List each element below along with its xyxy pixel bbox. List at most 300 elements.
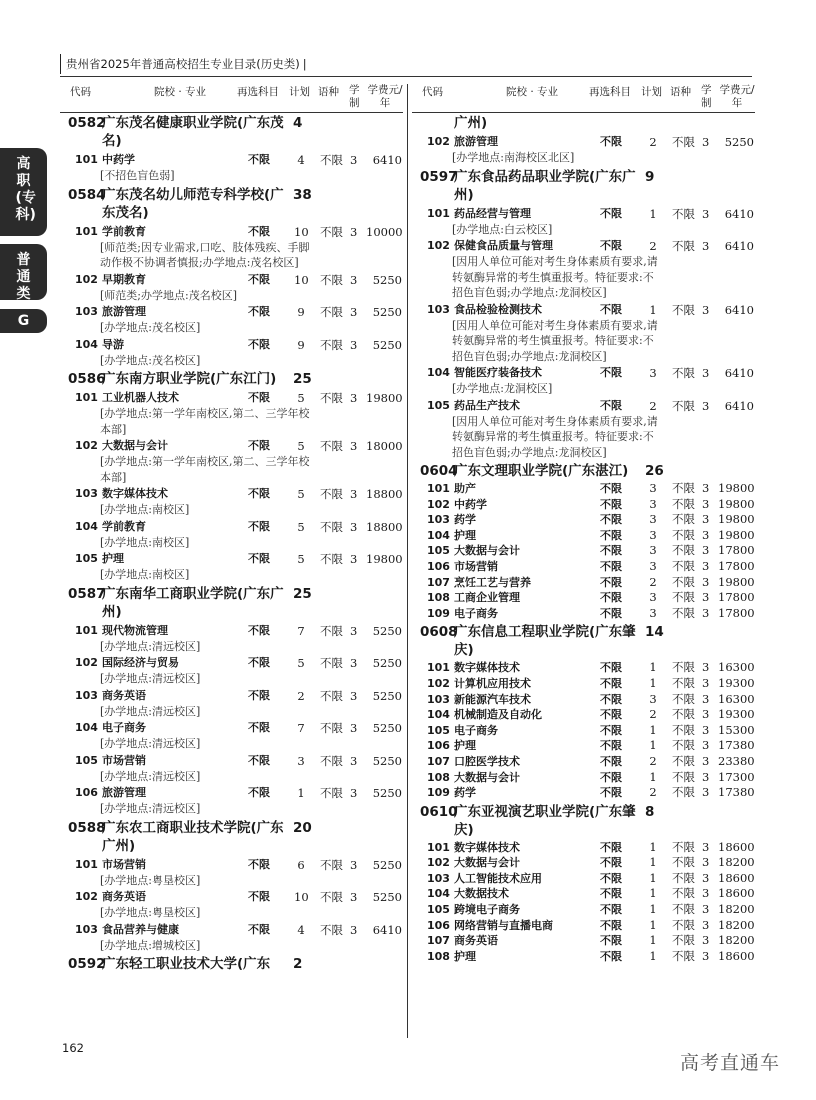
school-plan: 38 [293, 186, 312, 203]
school-name: 广东食品药品职业学院(广东广州) [454, 168, 636, 203]
major-row [412, 754, 755, 770]
major-subject: 不限 [600, 239, 622, 252]
major-plan: 1 [649, 675, 657, 690]
major-years: 3 [350, 656, 358, 670]
major-years: 3 [350, 519, 358, 534]
major-name: 护理 [102, 552, 124, 565]
major-years: 3 [350, 224, 358, 239]
major-row [412, 855, 755, 871]
major-plan: 2 [297, 688, 305, 703]
major-row [60, 785, 403, 817]
major-plan: 1 [649, 855, 657, 870]
major-plan: 3 [649, 605, 657, 620]
major-code: 103 [75, 305, 98, 318]
major-row [412, 886, 755, 902]
school-entry [60, 583, 403, 622]
major-note: [因用人单位可能对考生身体素质有要求,请转氨酶异常的考生慎重报考。特征要求:不招色盲色弱;办学地点:龙洞校区] [452, 255, 658, 299]
school-entry [412, 621, 755, 660]
major-name: 导游 [102, 337, 124, 351]
major-name: 药学 [454, 513, 476, 527]
major-subject: 不限 [600, 591, 622, 605]
major-name: 机械制造及自动化 [454, 708, 542, 722]
major-code: 102 [427, 676, 450, 690]
major-code: 104 [75, 721, 98, 734]
school-entry [60, 817, 403, 856]
major-row [60, 623, 403, 655]
major-years: 3 [702, 239, 710, 253]
major-language: 不限 [672, 917, 695, 932]
major-language: 不限 [672, 902, 695, 917]
major-language: 不限 [320, 487, 343, 501]
major-name: 旅游管理 [102, 786, 146, 799]
major-language: 不限 [320, 857, 343, 872]
major-fee: 16300 [718, 660, 755, 675]
major-plan: 3 [649, 558, 657, 573]
major-name: 药学 [454, 786, 476, 800]
major-subject: 不限 [248, 272, 270, 286]
major-subject: 不限 [600, 544, 622, 558]
school-plan: 14 [645, 624, 664, 641]
major-fee: 18600 [718, 870, 755, 885]
major-name: 数字媒体技术 [454, 840, 520, 854]
major-language: 不限 [672, 512, 695, 527]
major-name: 药品生产技术 [454, 398, 520, 412]
major-code: 102 [75, 656, 98, 669]
school-code: 0587 [68, 585, 106, 602]
major-fee: 18800 [366, 487, 403, 501]
major-language: 不限 [672, 691, 695, 706]
school-plan: 4 [293, 115, 303, 131]
major-plan: 7 [297, 721, 305, 735]
major-row [60, 304, 403, 336]
major-row [412, 738, 755, 754]
major-name: 大数据与会计 [454, 544, 520, 558]
major-plan: 1 [649, 769, 657, 784]
major-language: 不限 [320, 753, 343, 768]
major-row [60, 655, 403, 687]
major-row [412, 723, 755, 739]
major-plan: 5 [297, 487, 305, 501]
major-fee: 18200 [718, 855, 755, 870]
major-note: [办学地点:清远校区] [100, 639, 201, 653]
col-code-label: 代码 [70, 86, 91, 98]
school-entry [60, 953, 403, 974]
major-name: 大数据技术 [454, 887, 509, 901]
major-fee: 6410 [372, 153, 402, 167]
major-note: [办学地点:清远校区] [100, 737, 201, 750]
major-years: 3 [702, 722, 710, 737]
major-subject: 不限 [600, 606, 622, 620]
major-language: 不限 [672, 855, 695, 870]
major-language: 不限 [672, 769, 695, 784]
major-subject: 不限 [248, 656, 270, 669]
major-fee: 16300 [718, 691, 755, 706]
school-plan: 2 [293, 956, 303, 972]
major-years: 3 [702, 605, 710, 620]
major-note: [因用人单位可能对考生身体素质有要求,请转氨酶异常的考生慎重报考。特征要求:不招色盲色弱;办学地点:龙洞校区] [452, 414, 658, 459]
major-language: 不限 [320, 391, 343, 405]
major-language: 不限 [672, 481, 695, 495]
major-note: [办学地点:粤垦校区] [100, 906, 201, 919]
major-subject: 不限 [600, 398, 622, 412]
major-fee: 17300 [718, 769, 755, 784]
major-plan: 1 [649, 839, 657, 854]
column-header-right [412, 82, 755, 113]
major-name: 现代物流管理 [102, 623, 168, 637]
major-years: 3 [702, 543, 710, 558]
major-years: 3 [702, 917, 710, 932]
major-years: 3 [350, 688, 358, 703]
major-years: 3 [350, 337, 358, 352]
major-plan: 3 [649, 481, 657, 495]
major-row [412, 302, 755, 365]
major-fee: 17800 [718, 605, 755, 620]
major-fee: 18600 [718, 839, 755, 854]
major-fee: 5250 [372, 890, 402, 904]
major-plan: 1 [649, 886, 657, 901]
major-plan: 3 [649, 512, 657, 527]
major-years: 3 [702, 691, 710, 706]
major-years: 3 [350, 753, 358, 768]
school-plan: 26 [645, 463, 664, 479]
major-subject: 不限 [248, 305, 270, 318]
major-note: [办学地点:南校区] [100, 568, 190, 581]
major-fee: 5250 [372, 721, 402, 735]
major-fee: 17800 [718, 590, 755, 605]
major-fee: 19300 [718, 707, 755, 722]
major-subject: 不限 [600, 676, 622, 690]
major-plan: 2 [649, 398, 657, 413]
major-code: 102 [75, 890, 98, 903]
school-code: 0604 [420, 463, 458, 479]
major-note: [师范类;因专业需求,口吃、肢体残疾、手脚动作极不协调者慎报;办学地点:茂名校区] [100, 240, 310, 269]
major-code: 103 [427, 692, 450, 706]
major-plan: 3 [297, 753, 305, 768]
major-row [412, 543, 755, 559]
major-years: 3 [702, 558, 710, 573]
major-note: [办学地点:南校区] [100, 503, 190, 516]
major-plan: 7 [297, 623, 305, 638]
major-row [412, 902, 755, 918]
major-plan: 10 [294, 224, 309, 239]
major-language: 不限 [320, 890, 343, 904]
major-years: 3 [350, 857, 358, 872]
major-name: 市场营销 [102, 753, 146, 767]
major-years: 3 [350, 487, 358, 501]
col-school-label: 院校 · 专业 [506, 86, 559, 98]
major-language: 不限 [672, 753, 695, 768]
major-language: 不限 [672, 398, 695, 413]
major-subject: 不限 [600, 513, 622, 527]
school-name: 广东信息工程职业学院(广东肇庆) [454, 624, 636, 659]
right-column [412, 112, 755, 964]
school-entry [60, 368, 403, 389]
major-years: 3 [350, 623, 358, 638]
major-fee: 19800 [366, 391, 403, 405]
major-language: 不限 [320, 153, 343, 167]
major-fee: 6410 [724, 239, 754, 253]
major-row [412, 918, 755, 934]
major-code: 101 [427, 840, 450, 854]
major-language: 不限 [672, 543, 695, 558]
major-years: 3 [702, 769, 710, 784]
major-language: 不限 [672, 785, 695, 800]
major-subject: 不限 [248, 487, 270, 500]
school-plan: 25 [293, 585, 312, 602]
col-lang-label: 语种 [318, 86, 339, 98]
major-years: 3 [350, 552, 358, 566]
major-row [412, 238, 755, 301]
major-note: [办学地点:茂名校区] [100, 321, 201, 334]
major-row [60, 889, 403, 921]
major-subject: 不限 [248, 337, 270, 351]
major-language: 不限 [672, 839, 695, 854]
major-years: 3 [702, 366, 710, 380]
major-code: 101 [75, 857, 98, 871]
major-code: 104 [75, 519, 98, 533]
major-name: 药品经营与管理 [454, 206, 531, 220]
major-row [60, 337, 403, 369]
major-language: 不限 [672, 605, 695, 620]
major-plan: 10 [294, 890, 309, 904]
school-code: 0608 [420, 624, 458, 641]
major-subject: 不限 [248, 890, 270, 903]
major-row [60, 922, 403, 954]
major-name: 食品检验检测技术 [454, 302, 542, 316]
major-plan: 2 [649, 574, 657, 589]
major-years: 3 [702, 398, 710, 413]
major-note: [办学地点:增城校区] [100, 938, 201, 952]
major-language: 不限 [672, 933, 695, 948]
major-note: [因用人单位可能对考生身体素质有要求,请转氨酶异常的考生慎重报考。特征要求:不招色盲色弱;办学地点:龙洞校区] [452, 318, 658, 363]
major-note: [办学地点:白云校区] [452, 222, 553, 236]
major-fee: 19800 [718, 574, 755, 589]
major-note: [办学地点:清远校区] [100, 769, 201, 783]
major-subject: 不限 [600, 840, 622, 854]
major-name: 市场营销 [102, 857, 146, 871]
major-subject: 不限 [248, 439, 270, 452]
major-language: 不限 [672, 239, 695, 253]
major-row [412, 497, 755, 513]
major-fee: 19800 [718, 481, 755, 495]
major-name: 商务英语 [454, 934, 498, 948]
major-language: 不限 [672, 886, 695, 901]
major-row [60, 857, 403, 889]
major-language: 不限 [672, 660, 695, 675]
major-language: 不限 [320, 922, 343, 937]
major-language: 不限 [672, 948, 695, 963]
major-row [412, 660, 755, 676]
school-entry [60, 112, 403, 151]
major-code: 102 [427, 856, 450, 870]
major-code: 104 [427, 366, 450, 379]
major-name: 护理 [454, 949, 476, 963]
major-subject: 不限 [600, 754, 622, 768]
major-language: 不限 [672, 206, 695, 221]
major-name: 保健食品质量与管理 [454, 239, 553, 252]
major-code: 106 [427, 559, 450, 573]
major-fee: 18800 [366, 519, 403, 534]
major-plan: 3 [649, 527, 657, 542]
major-plan: 5 [297, 552, 305, 566]
major-row [60, 688, 403, 720]
major-subject: 不限 [600, 708, 622, 722]
major-code: 102 [427, 135, 450, 148]
major-fee: 19800 [366, 552, 403, 566]
col-subject-label: 再选科目 [237, 86, 279, 98]
major-row [60, 224, 403, 271]
major-years: 3 [702, 738, 710, 753]
major-fee: 23380 [718, 753, 755, 768]
major-note: [不招色盲色弱] [100, 169, 175, 182]
major-years: 3 [350, 272, 358, 287]
major-plan: 3 [649, 691, 657, 706]
major-subject: 不限 [600, 903, 622, 917]
major-subject: 不限 [248, 753, 270, 767]
major-name: 助产 [454, 482, 476, 495]
major-row [412, 206, 755, 238]
major-code: 101 [75, 391, 98, 404]
major-years: 3 [350, 439, 358, 453]
major-name: 网络营销与直播电商 [454, 918, 553, 932]
major-plan: 1 [649, 902, 657, 917]
major-plan: 2 [649, 707, 657, 722]
major-subject: 不限 [248, 224, 270, 238]
major-fee: 17800 [718, 558, 755, 573]
major-language: 不限 [320, 552, 343, 566]
major-name: 电子商务 [102, 721, 146, 734]
major-code: 107 [427, 934, 450, 948]
major-language: 不限 [672, 574, 695, 589]
major-years: 3 [702, 886, 710, 901]
major-language: 不限 [672, 870, 695, 885]
major-subject: 不限 [248, 153, 270, 166]
major-fee: 5250 [372, 753, 402, 768]
major-subject: 不限 [600, 366, 622, 379]
major-name: 数字媒体技术 [102, 487, 168, 500]
major-code: 106 [75, 786, 98, 799]
school-name: 广东农工商职业技术学院(广东广州) [102, 819, 284, 854]
major-plan: 5 [297, 519, 305, 534]
school-name: 广东亚视演艺职业学院(广东肇庆) [454, 803, 636, 838]
major-plan: 2 [649, 753, 657, 768]
major-years: 3 [350, 786, 358, 800]
major-fee: 17800 [718, 543, 755, 558]
major-fee: 18000 [366, 439, 403, 453]
major-language: 不限 [672, 558, 695, 573]
major-language: 不限 [320, 439, 343, 453]
major-row [60, 486, 403, 518]
school-code: 0610 [420, 803, 458, 820]
major-plan: 3 [649, 590, 657, 605]
major-plan: 4 [297, 922, 305, 937]
major-name: 商务英语 [102, 890, 146, 903]
major-plan: 1 [649, 302, 657, 317]
major-row [60, 519, 403, 551]
major-note: [办学地点:清远校区] [100, 802, 201, 815]
major-fee: 19800 [718, 496, 755, 511]
major-subject: 不限 [248, 786, 270, 799]
major-row [412, 933, 755, 949]
col-fee-label: 学费元/年 [367, 84, 403, 109]
major-row [412, 590, 755, 606]
major-subject: 不限 [600, 528, 622, 542]
major-code: 104 [75, 337, 98, 351]
major-fee: 5250 [372, 688, 402, 703]
major-language: 不限 [320, 224, 343, 239]
school-plan: 8 [645, 803, 655, 820]
major-plan: 1 [649, 660, 657, 675]
major-plan: 6 [297, 857, 305, 872]
major-years: 3 [702, 707, 710, 722]
major-row [412, 871, 755, 887]
school-name: 广东南方职业学院(广东江门) [102, 371, 277, 387]
major-name: 国际经济与贸易 [102, 656, 179, 669]
major-note: [办学地点:茂名校区] [100, 353, 201, 367]
school-entry [412, 460, 755, 481]
major-subject: 不限 [600, 661, 622, 675]
school-entry [412, 166, 755, 205]
major-row [60, 720, 403, 752]
major-name: 市场营销 [454, 559, 498, 573]
major-name: 护理 [454, 739, 476, 753]
major-name: 护理 [454, 528, 476, 542]
major-note: [办学地点:第一学年南校区,第二、三学年校本部] [100, 407, 310, 436]
column-header-left [60, 82, 403, 113]
major-plan: 1 [297, 786, 305, 800]
major-plan: 1 [649, 917, 657, 932]
major-name: 新能源汽车技术 [454, 692, 531, 706]
school-name: 广东茂名幼儿师范专科学校(广东茂名) [102, 186, 284, 221]
school-code: 0586 [68, 371, 106, 387]
major-years: 3 [702, 590, 710, 605]
major-name: 商务英语 [102, 688, 146, 702]
major-note: [师范类;办学地点:茂名校区] [100, 288, 237, 302]
major-language: 不限 [672, 366, 695, 380]
major-plan: 1 [649, 933, 657, 948]
major-code: 105 [427, 544, 450, 558]
major-name: 旅游管理 [454, 135, 498, 148]
school-plan: 25 [293, 371, 312, 387]
major-code: 102 [427, 239, 450, 252]
major-name: 工业机器人技术 [102, 391, 179, 404]
school-plan: 9 [645, 168, 655, 185]
major-plan: 4 [297, 153, 305, 167]
major-name: 食品营养与健康 [102, 922, 179, 936]
side-tab-vocational: 高职(专科) [0, 148, 47, 236]
col-plan-label: 计划 [289, 86, 310, 98]
major-language: 不限 [320, 519, 343, 534]
major-subject: 不限 [600, 887, 622, 901]
major-subject: 不限 [600, 135, 622, 148]
major-subject: 不限 [600, 934, 622, 948]
major-fee: 6410 [724, 366, 754, 380]
col-code-label: 代码 [422, 86, 443, 98]
major-fee: 18200 [718, 917, 755, 932]
major-code: 107 [427, 754, 450, 768]
major-subject: 不限 [600, 497, 622, 511]
major-row [412, 575, 755, 591]
major-fee: 17380 [718, 785, 755, 800]
major-code: 103 [75, 487, 98, 500]
major-years: 3 [350, 721, 358, 735]
major-name: 电子商务 [454, 606, 498, 620]
major-code: 101 [427, 482, 450, 495]
major-language: 不限 [672, 707, 695, 722]
major-code: 105 [75, 552, 98, 565]
school-name: 广州) [454, 115, 488, 131]
major-language: 不限 [320, 305, 343, 319]
